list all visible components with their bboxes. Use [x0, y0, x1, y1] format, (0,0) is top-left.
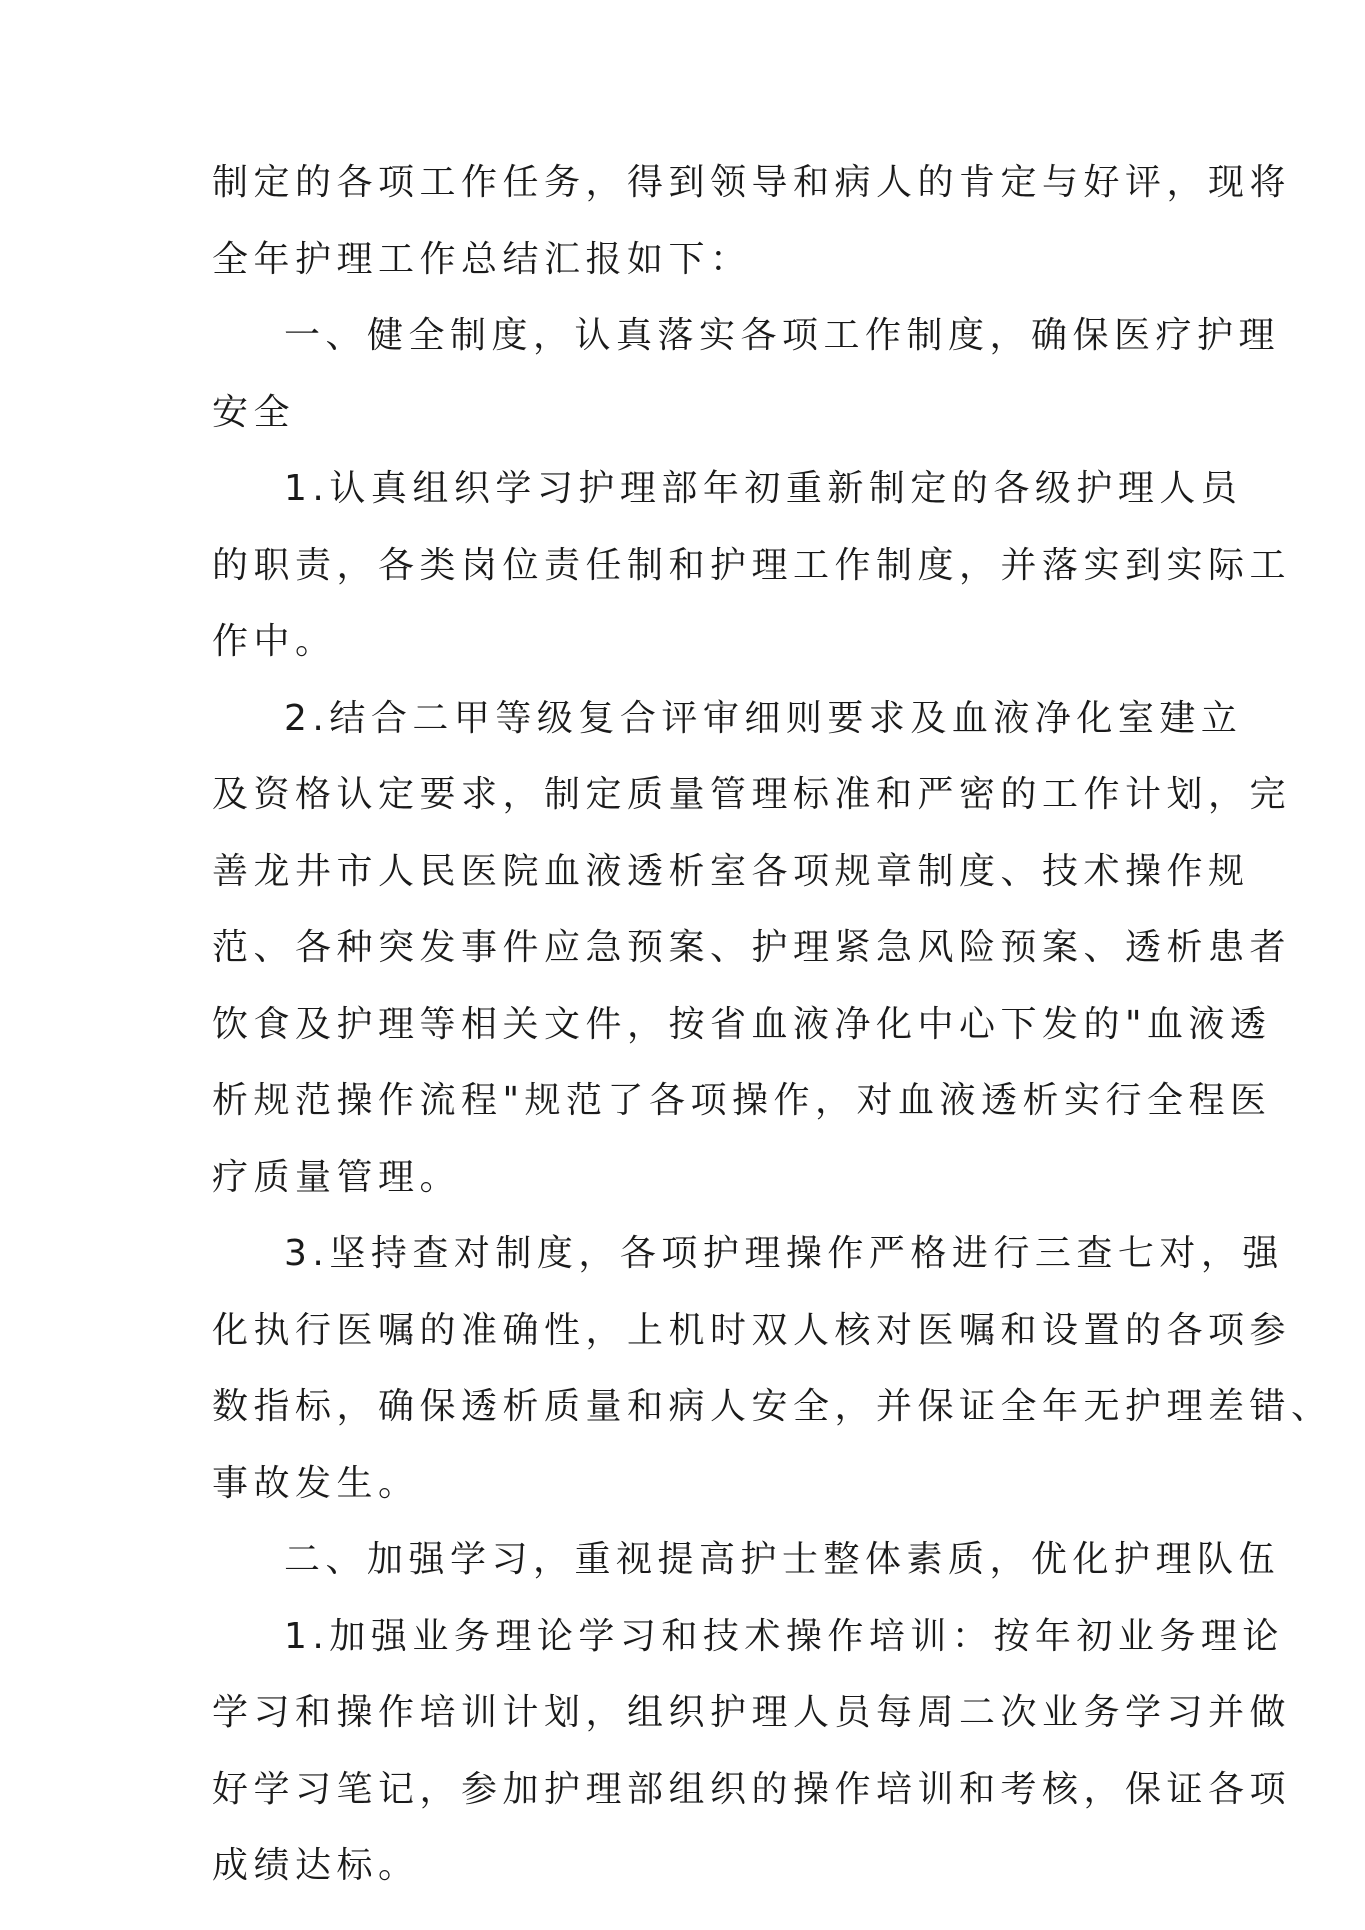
text-line: 饮食及护理等相关文件，按省血液净化中心下发的"血液透 [212, 1003, 1272, 1045]
text-line: 成绩达标。 [212, 1845, 420, 1886]
text-line: 事故发生。 [212, 1462, 420, 1504]
text-line: 3.坚持查对制度，各项护理操作严格进行三查七对，强 [284, 1233, 1284, 1274]
text-line: 1.认真组织学习护理部年初重新制定的各级护理人员 [284, 468, 1243, 509]
text-line: 安全 [212, 391, 296, 433]
section-heading [212, 1522, 1281, 1599]
section-heading [212, 298, 1281, 451]
document-body [212, 145, 1333, 1905]
text-line: 善龙井市人民医院血液透析室各项规章制度、技术操作规 [212, 850, 1250, 892]
text-line: 数指标，确保透析质量和病人安全，并保证全年无护理差错、 [212, 1386, 1333, 1427]
text-line: 一、健全制度，认真落实各项工作制度，确保医疗护理 [284, 315, 1281, 356]
paragraph [212, 451, 1292, 681]
text-line: 1.加强业务理论学习和技术操作培训：按年初业务理论 [284, 1615, 1284, 1657]
paragraph [212, 681, 1292, 1217]
text-line: 2.结合二甲等级复合评审细则要求及血液净化室建立 [284, 697, 1243, 739]
text-line: 二、加强学习，重视提高护士整体素质，优化护理队伍 [284, 1539, 1281, 1580]
text-line: 范、各种突发事件应急预案、护理紧急风险预案、透析患者 [212, 927, 1292, 968]
text-line: 析规范操作流程"规范了各项操作，对血液透析实行全程医 [212, 1080, 1272, 1121]
text-line: 学习和操作培训计划，组织护理人员每周二次业务学习并做 [212, 1692, 1292, 1733]
text-line: 制定的各项工作任务，得到领导和病人的肯定与好评，现将 [212, 162, 1292, 203]
text-line: 疗质量管理。 [212, 1156, 462, 1198]
text-line: 作中。 [212, 621, 337, 662]
paragraph [212, 1599, 1292, 1905]
text-line: 的职责，各类岗位责任制和护理工作制度，并落实到实际工 [212, 544, 1292, 586]
text-line: 及资格认定要求，制定质量管理标准和严密的工作计划，完 [212, 774, 1292, 815]
paragraph [212, 1216, 1333, 1522]
text-line: 好学习笔记，参加护理部组织的操作培训和考核，保证各项 [212, 1768, 1292, 1810]
text-line: 化执行医嘱的准确性，上机时双人核对医嘱和设置的各项参 [212, 1309, 1292, 1351]
text-line: 全年护理工作总结汇报如下： [212, 238, 752, 280]
paragraph [212, 145, 1292, 298]
